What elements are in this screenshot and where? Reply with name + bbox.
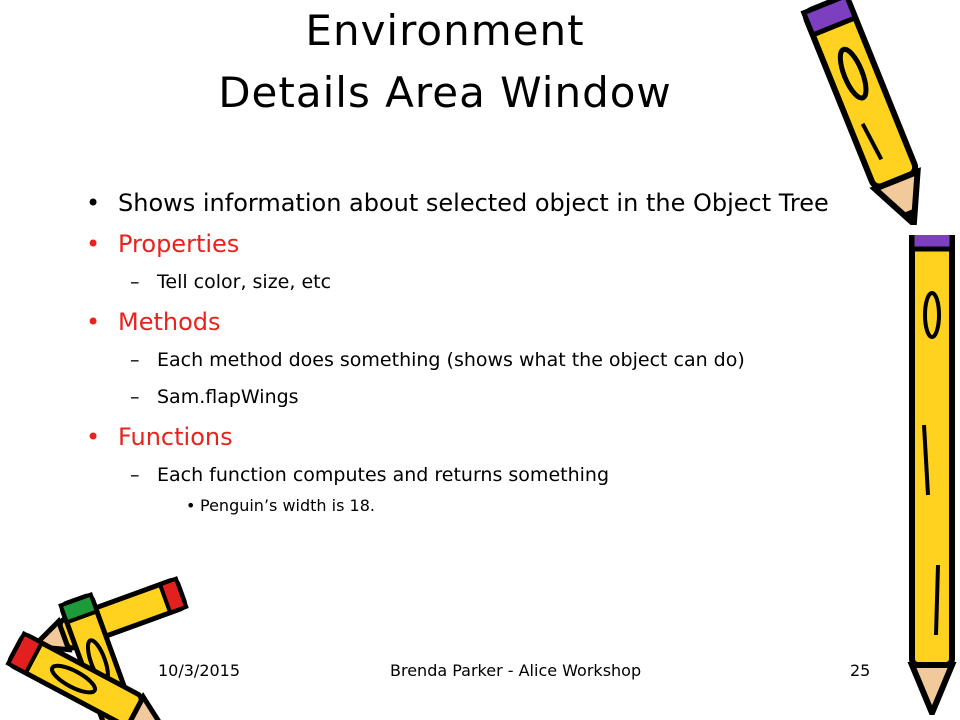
- dash-marker: –: [130, 386, 140, 408]
- subitem-properties-1: [82, 272, 872, 293]
- subitem-methods-1: [82, 350, 872, 371]
- bullet-text: Properties: [118, 230, 240, 258]
- bullet-properties: [82, 231, 872, 258]
- slide-title: [150, 0, 740, 124]
- pencils-cluster-icon: [0, 575, 190, 720]
- bullet-shows-information: [82, 190, 872, 217]
- subitem-text: Each function computes and returns something: [157, 464, 610, 486]
- bullet-text: Shows information about selected object in the Object Tree: [118, 189, 829, 217]
- pencil-icon: [898, 235, 960, 715]
- subitem-text: Tell color, size, etc: [157, 271, 332, 293]
- subitem-text: Each method does something (shows what the object can do): [157, 349, 745, 371]
- bullet-text: Functions: [118, 423, 233, 451]
- subitem-text: Sam.flapWings: [157, 386, 299, 408]
- slide-body: [82, 190, 872, 532]
- footer-date: 10/3/2015: [158, 661, 241, 680]
- bullet-functions: [82, 424, 872, 451]
- bullet-text: Methods: [118, 308, 221, 336]
- footer-page-number: 25: [850, 661, 871, 680]
- subsubitem-functions-1: [82, 496, 872, 516]
- subitem-functions-1: [82, 465, 872, 486]
- title-line-2: Details Area Window: [218, 68, 672, 117]
- dash-marker: –: [130, 464, 140, 486]
- subitem-methods-2: [82, 387, 872, 408]
- title-line-1: Environment: [305, 6, 585, 55]
- dash-marker: –: [130, 271, 140, 293]
- subsubitem-text: Penguin’s width is 18.: [200, 496, 375, 515]
- bullet-methods: [82, 309, 872, 336]
- footer-presenter: Brenda Parker - Alice Workshop: [390, 661, 642, 680]
- dash-marker: –: [130, 349, 140, 371]
